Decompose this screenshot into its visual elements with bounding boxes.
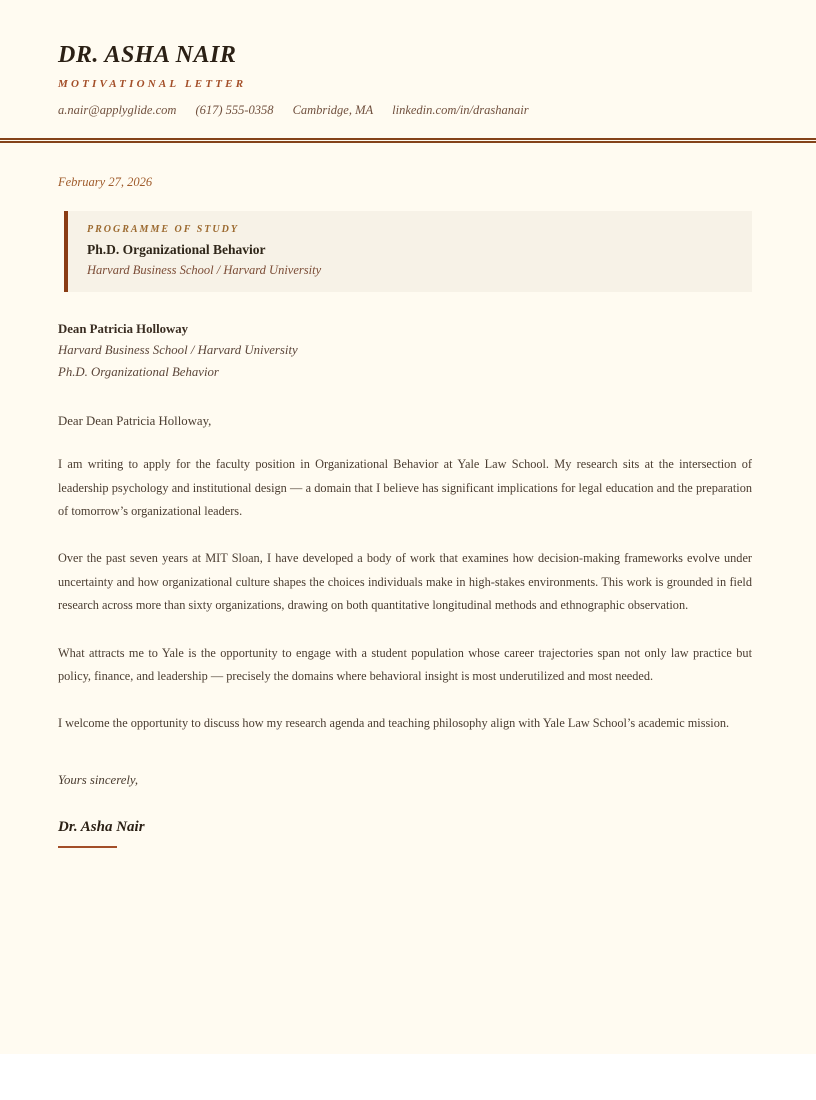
letter-header	[0, 0, 816, 143]
contact-linkedin: linkedin.com/in/drashanair	[392, 103, 529, 117]
signature-name: Dr. Asha Nair	[58, 818, 145, 835]
letter-paragraph: Over the past seven years at MIT Sloan, I have developed a body of work that examines how decision-making frameworks evolve under uncertainty and how organizational culture shapes the choices individuals make in high-stakes environments. This work is grounded in field research across more than sixty organizations, drawing on both quantitative longitudinal methods and ethnographic observation.	[58, 551, 752, 613]
letter-paragraph: I welcome the opportunity to discuss how my research agenda and teaching philosophy align with Yale Law School’s academic mission.	[58, 716, 730, 731]
document-type-label: MOTIVATIONAL LETTER	[58, 78, 247, 90]
salutation: Dear Dean Patricia Holloway,	[58, 414, 212, 429]
recipient-institution: Harvard Business School / Harvard University	[58, 343, 298, 358]
contact-row	[58, 103, 752, 118]
letter-paragraph: I am writing to apply for the faculty position in Organizational Behavior at Yale Law School. My research sits at the intersection of leadership psychology and institutional design — a domain that I believe has significant implications for legal education and the preparation of tomorrow’s organizational leaders.	[58, 457, 752, 519]
contact-email: a.nair@applyglide.com	[58, 103, 177, 117]
contact-location: Cambridge, MA	[292, 103, 374, 117]
recipient-name: Dean Patricia Holloway	[58, 322, 189, 336]
letter-body	[0, 175, 816, 848]
recipient-block	[58, 319, 752, 383]
letter-paragraph: What attracts me to Yale is the opportunity to engage with a student population whose career trajectories span not only law practice but policy, finance, and leadership — precisely the domains where behavioral insight is most underutilized and most needed.	[58, 645, 752, 684]
programme-title: Ph.D. Organizational Behavior	[87, 242, 266, 257]
programme-label: PROGRAMME OF STUDY	[87, 224, 239, 235]
programme-institution: Harvard Business School / Harvard University	[87, 263, 322, 277]
letter-paragraphs	[58, 453, 752, 736]
signature-underline	[58, 846, 117, 848]
recipient-programme: Ph.D. Organizational Behavior	[58, 364, 219, 379]
letter-date: February 27, 2026	[58, 175, 153, 189]
closing-phrase: Yours sincerely,	[58, 772, 139, 787]
programme-of-study-callout	[64, 211, 752, 292]
contact-phone: (617) 555-0358	[195, 103, 274, 117]
page-title: DR. ASHA NAIR	[58, 42, 237, 68]
